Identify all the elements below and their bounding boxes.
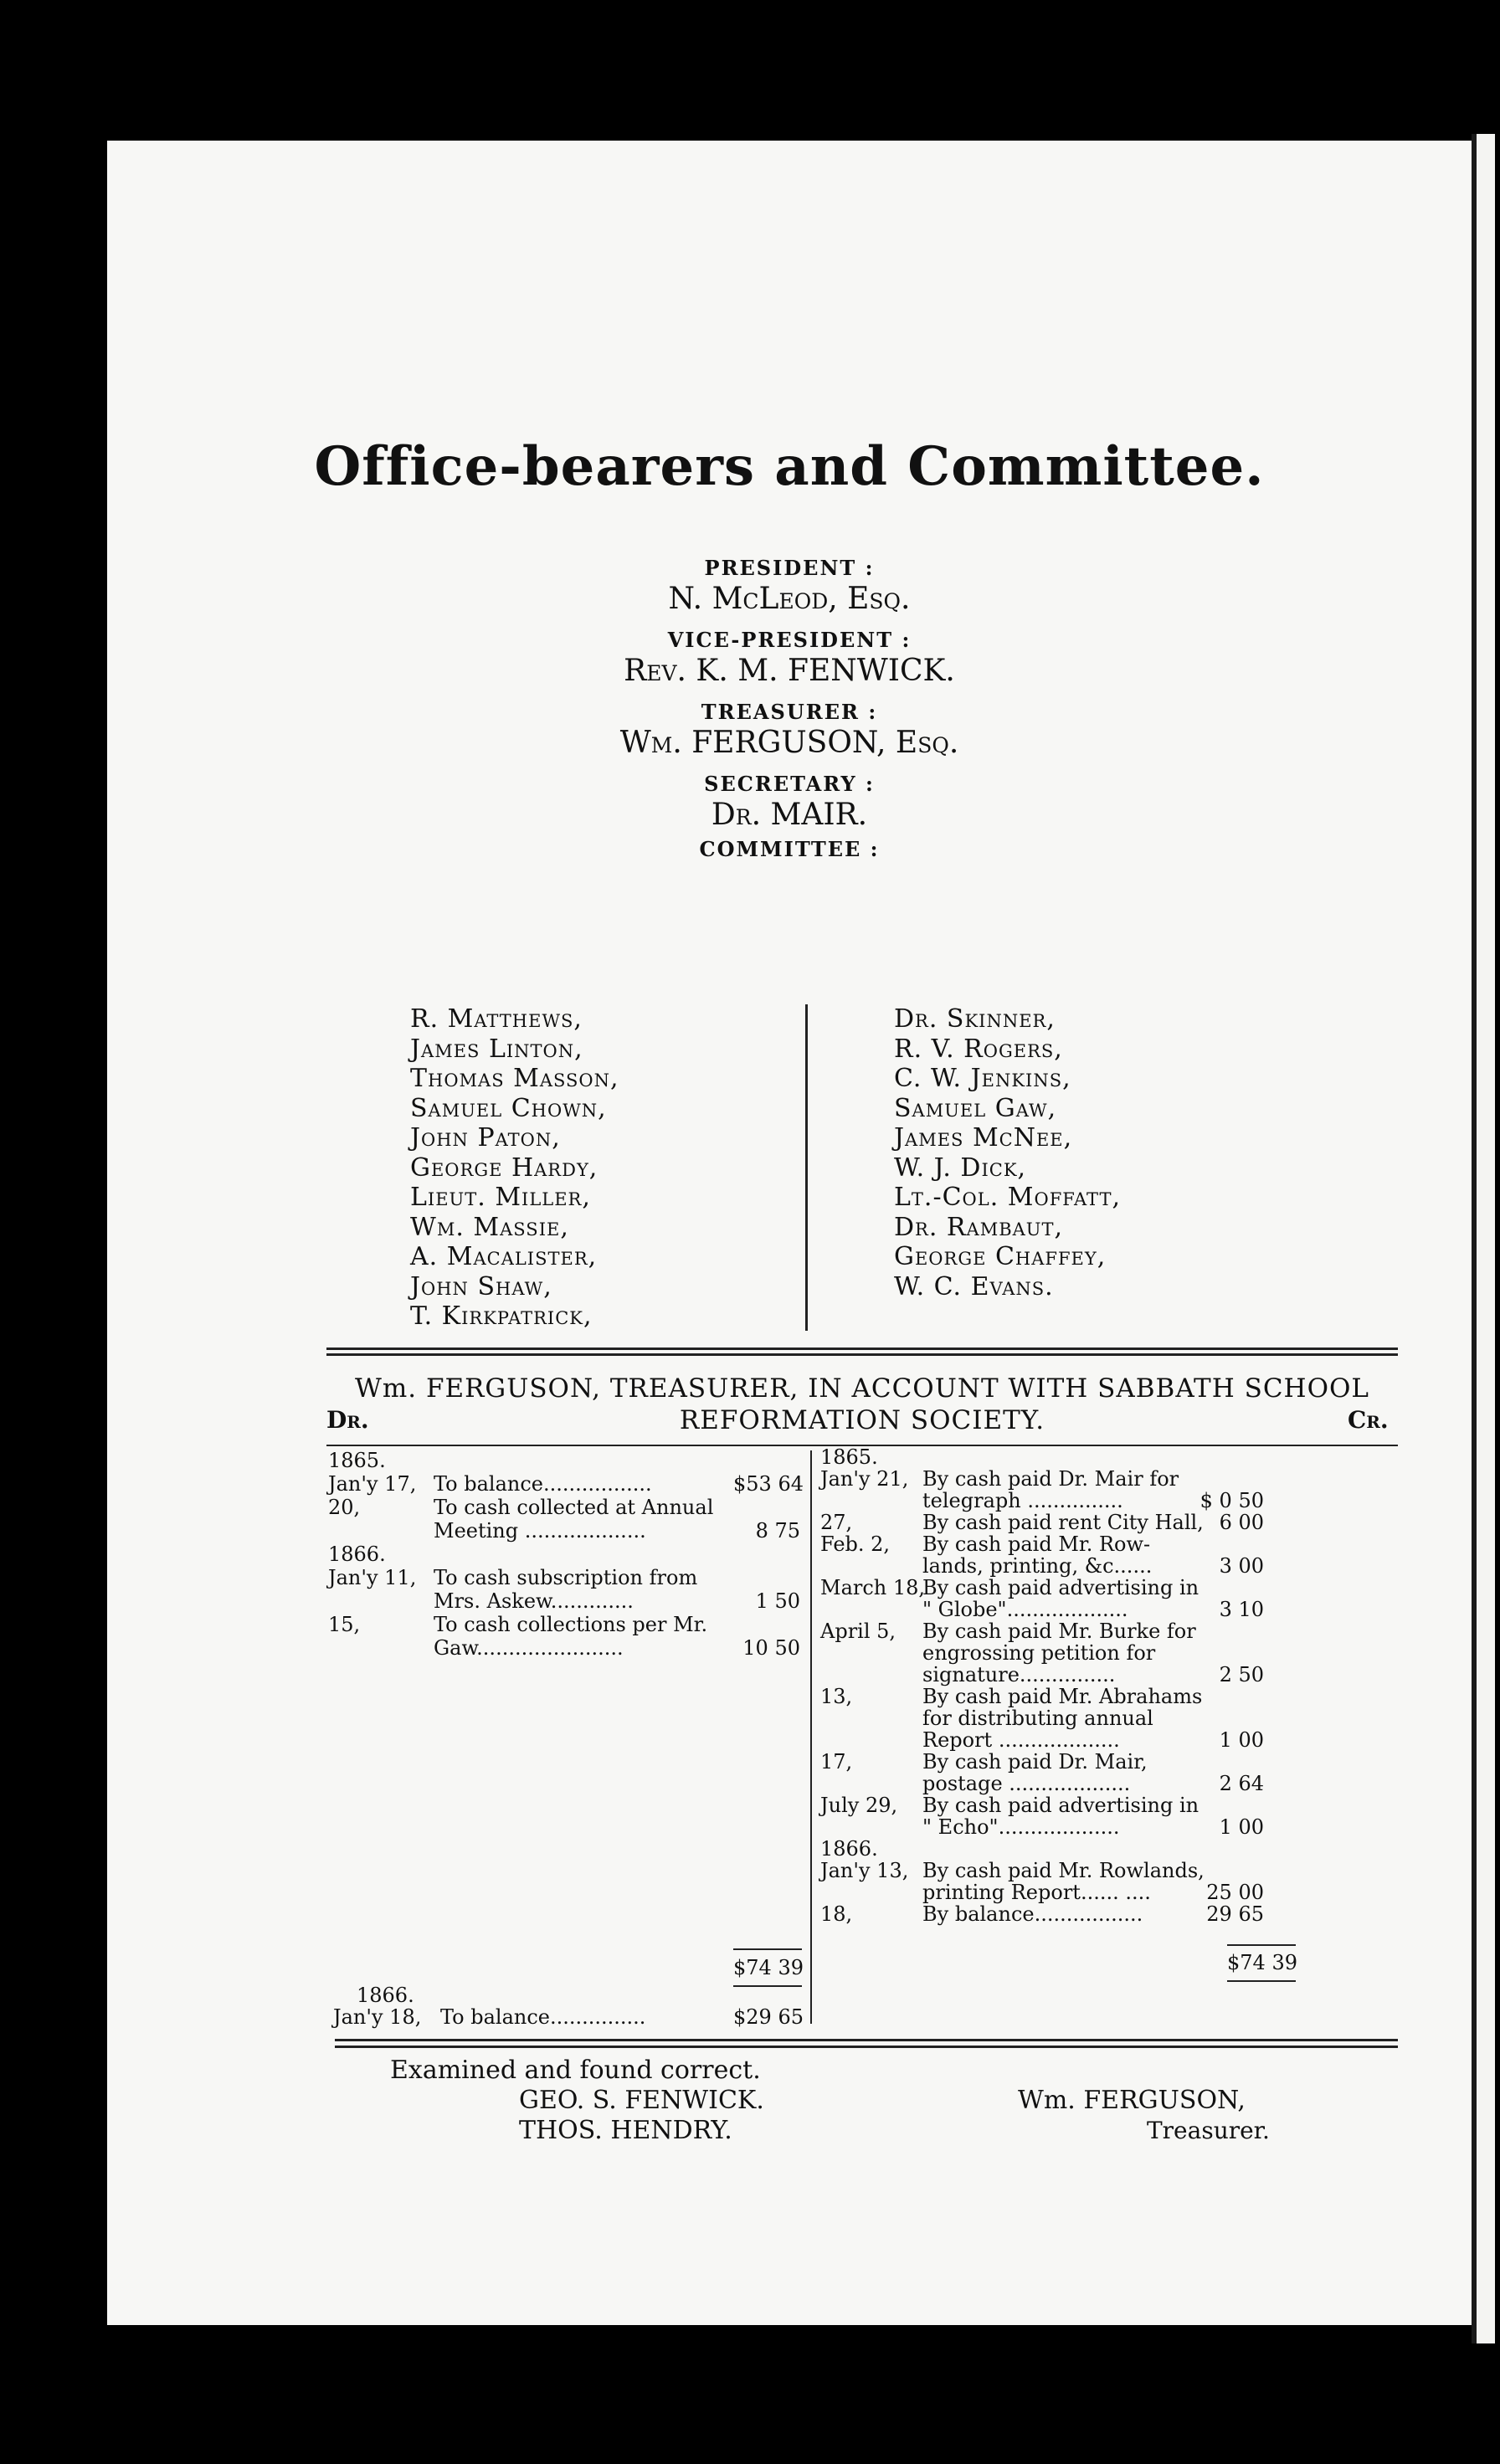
entry-description: " Globe"................... (922, 1598, 1128, 1621)
committee-member: Wm. Massie, (410, 1212, 569, 1242)
debit-total: $74 39 (733, 1956, 804, 1979)
entry-description: Meeting ................... (434, 1519, 646, 1543)
debit-label: Dr. (326, 1406, 369, 1434)
entry-date: 1865. (820, 1445, 878, 1469)
entry-amount: 1 50 (755, 1589, 800, 1613)
treasurer-title: Treasurer. (1147, 2117, 1270, 2144)
account-title (326, 1373, 1398, 1436)
entry-description: By cash paid advertising in (922, 1576, 1199, 1599)
committee-member: John Paton, (410, 1123, 561, 1152)
account-divider (810, 1450, 812, 2024)
auditor-1: GEO. S. FENWICK. (519, 2086, 764, 2115)
entry-description: " Echo"................... (922, 1815, 1120, 1839)
entry-description: signature............... (922, 1663, 1116, 1686)
credit-label: Cr. (1348, 1406, 1389, 1434)
committee-divider (805, 1004, 808, 1331)
balance-amount: $29 65 (733, 2005, 804, 2029)
treasurer-signature: Wm. FERGUSON, (1018, 2086, 1246, 2115)
entry-description: To cash collected at Annual (434, 1496, 714, 1519)
entry-description: By cash paid Dr. Mair, (922, 1750, 1148, 1774)
entry-description: To balance................. (434, 1472, 652, 1496)
entry-description: for distributing annual (922, 1707, 1153, 1730)
debit-total-rule (733, 1948, 802, 1950)
entry-amount: 2 50 (1219, 1663, 1264, 1686)
officer-label: SECRETARY : (704, 772, 875, 796)
officer-name: Dr. MAIR. (711, 798, 868, 832)
entry-date: Jan'y 17, (328, 1472, 417, 1496)
document-page (107, 141, 1472, 2325)
entry-description: By cash paid Mr. Abrahams (922, 1685, 1203, 1708)
entry-description: By cash paid Mr. Rowlands, (922, 1859, 1205, 1882)
officer-label: PRESIDENT : (704, 556, 875, 580)
entry-amount: $ 0 50 (1199, 1489, 1264, 1512)
committee-member: Thomas Masson, (410, 1064, 619, 1093)
examined-text: Examined and found correct. (390, 2056, 761, 2085)
officer-name: Wm. FERGUSON, Esq. (619, 726, 959, 760)
entry-description: By cash paid rent City Hall, (922, 1511, 1204, 1534)
entry-date: April 5, (820, 1620, 896, 1643)
balance-year: 1866. (357, 1984, 414, 2007)
entry-date: 1865. (328, 1449, 386, 1472)
committee-member: A. Macalister, (410, 1242, 598, 1271)
committee-member: James Linton, (410, 1034, 583, 1064)
officer-name: N. McLeod, Esq. (668, 582, 911, 616)
entry-date: Jan'y 11, (328, 1566, 417, 1589)
section-rule-bottom-2 (335, 2046, 1398, 2048)
committee-member: George Chaffey, (894, 1242, 1107, 1271)
entry-amount: 6 00 (1219, 1511, 1264, 1534)
entry-amount: $53 64 (733, 1472, 804, 1496)
entry-description: printing Report...... .... (922, 1881, 1151, 1904)
officer-label: VICE-PRESIDENT : (667, 628, 912, 652)
credit-total-rule-bottom (1227, 1980, 1296, 1982)
adjacent-page-edge (1472, 134, 1495, 2343)
debit-total-rule-bottom (733, 1985, 802, 1987)
entry-date: Jan'y 13, (820, 1859, 909, 1882)
entry-description: By cash paid Mr. Burke for (922, 1620, 1196, 1643)
entry-amount: 2 64 (1219, 1772, 1264, 1795)
section-rule-bottom (335, 2039, 1398, 2041)
committee-right-column (894, 1004, 1121, 1301)
entry-date: March 18, (820, 1576, 926, 1599)
entry-date: 15, (328, 1613, 361, 1636)
entry-description: lands, printing, &c...... (922, 1554, 1153, 1578)
credit-total: $74 39 (1227, 1951, 1297, 1974)
entry-description: Gaw....................... (434, 1636, 624, 1660)
entry-date: 27, (820, 1511, 853, 1534)
committee-member: Samuel Gaw, (894, 1093, 1057, 1123)
entry-date: 13, (820, 1685, 853, 1708)
section-rule-top (326, 1348, 1398, 1350)
auditor-2: THOS. HENDRY. (519, 2116, 732, 2145)
committee-member: W. J. Dick, (894, 1152, 1027, 1183)
committee-label: COMMITTEE : (699, 837, 880, 861)
credit-total-rule (1227, 1944, 1296, 1946)
entry-amount: 25 00 (1206, 1881, 1264, 1904)
officer-name: Rev. K. M. FENWICK. (624, 654, 955, 688)
entry-description: engrossing petition for (922, 1641, 1156, 1665)
committee-member: Dr. Skinner, (894, 1004, 1056, 1034)
entry-date: 17, (820, 1750, 853, 1774)
entry-description: By cash paid Dr. Mair for (922, 1467, 1179, 1491)
entry-amount: 3 00 (1219, 1554, 1264, 1578)
entry-description: Mrs. Askew............. (434, 1589, 634, 1613)
page-heading: Office-bearers and Committee. (314, 435, 1265, 498)
committee-member: Samuel Chown, (410, 1093, 607, 1123)
committee-member: T. Kirkpatrick, (410, 1301, 593, 1331)
entry-description: Report ................... (922, 1728, 1120, 1752)
committee-member: R. V. Rogers, (894, 1034, 1063, 1064)
entry-date: 1866. (820, 1837, 878, 1861)
entry-amount: 3 10 (1219, 1598, 1264, 1621)
entry-date: 1866. (328, 1543, 386, 1566)
entry-date: Jan'y 21, (820, 1467, 909, 1491)
entry-amount: 29 65 (1206, 1902, 1264, 1926)
account-title-line1: Wm. FERGUSON, TREASURER, IN ACCOUNT WITH SABBATH SCHOOL (354, 1373, 1370, 1404)
entry-description: By cash paid advertising in (922, 1794, 1199, 1817)
officers-list (107, 556, 1472, 844)
entry-date: 18, (820, 1902, 853, 1926)
entry-date: 20, (328, 1496, 361, 1519)
section-rule-top-2 (326, 1353, 1398, 1356)
committee-left-column (410, 1004, 619, 1332)
entry-description: By balance................. (922, 1902, 1143, 1926)
entry-description: By cash paid Mr. Row- (922, 1532, 1151, 1556)
entry-amount: 1 00 (1219, 1728, 1264, 1752)
account-title-line2: REFORMATION SOCIETY. (679, 1405, 1045, 1435)
entry-amount: 1 00 (1219, 1815, 1264, 1839)
balance-text: To balance............... (440, 2005, 646, 2029)
entry-date: Feb. 2, (820, 1532, 891, 1556)
committee-member: Lieut. Miller, (410, 1183, 591, 1212)
entry-date: July 29, (820, 1794, 898, 1817)
entry-amount: 10 50 (742, 1636, 800, 1660)
entry-amount: 8 75 (755, 1519, 800, 1543)
entry-description: To cash collections per Mr. (434, 1613, 708, 1636)
committee-member: Dr. Rambaut, (894, 1212, 1064, 1242)
committee-member: Lt.-Col. Moffatt, (894, 1183, 1121, 1212)
committee-member: James McNee, (894, 1123, 1073, 1152)
balance-date: Jan'y 18, (333, 2005, 422, 2029)
committee-member: C. W. Jenkins, (894, 1064, 1071, 1093)
entry-description: telegraph ............... (922, 1489, 1123, 1512)
entry-description: To cash subscription from (434, 1566, 698, 1589)
officer-label: TREASURER : (701, 700, 878, 724)
committee-member: R. Matthews, (410, 1004, 583, 1034)
committee-member: George Hardy, (410, 1152, 598, 1183)
entry-description: postage ................... (922, 1772, 1131, 1795)
committee-member: W. C. Evans. (894, 1271, 1054, 1301)
committee-member: John Shaw, (410, 1271, 552, 1301)
